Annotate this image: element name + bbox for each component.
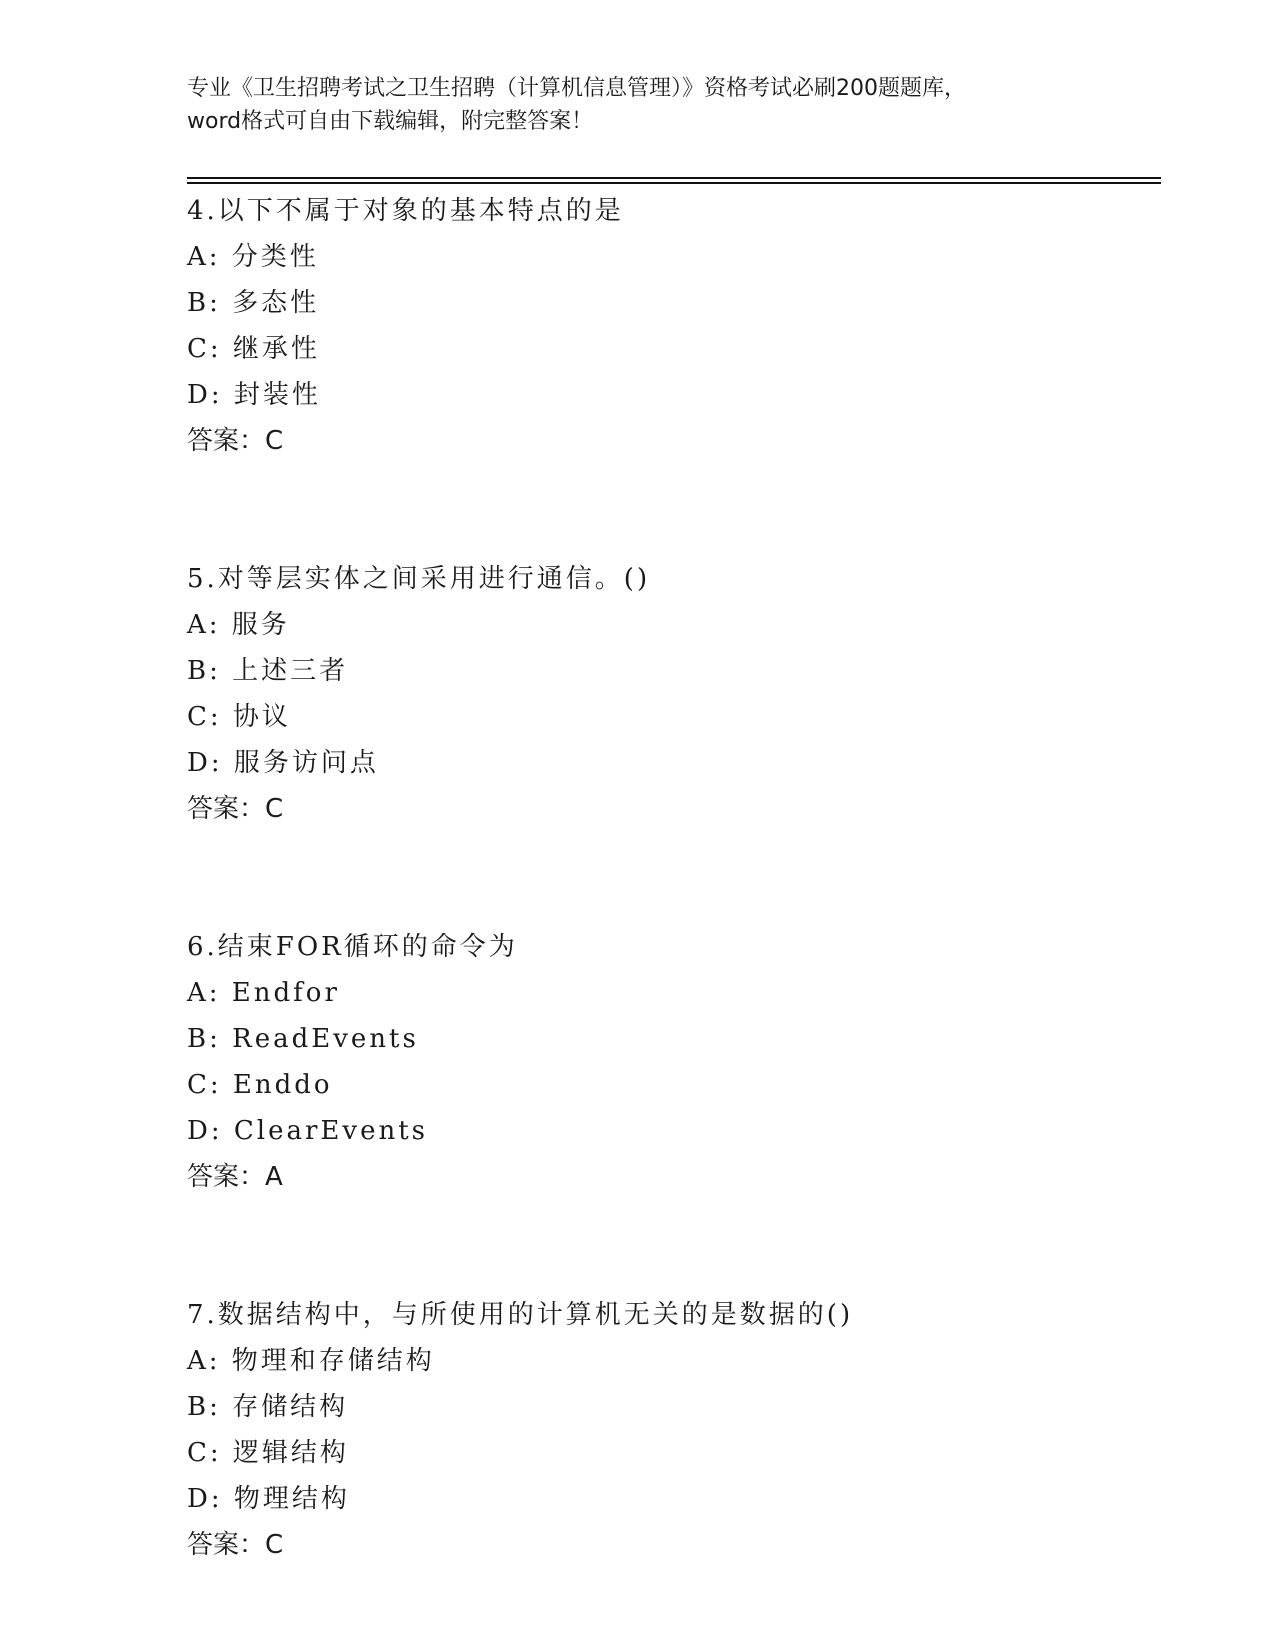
answer-line: 答案：A	[187, 1162, 283, 1192]
header-divider-bottom	[187, 182, 1161, 184]
option-d: D: 物理结构	[187, 1484, 350, 1514]
answer-line: 答案：C	[187, 426, 284, 456]
question-spacer	[187, 1200, 1137, 1292]
document-header	[187, 72, 1087, 138]
option-b: B: 上述三者	[187, 656, 349, 686]
answer-line: 答案：C	[187, 794, 284, 824]
option-b: B: ReadEvents	[187, 1024, 419, 1054]
option-c: C: 逻辑结构	[187, 1438, 349, 1468]
question-6	[187, 924, 1137, 1200]
option-d: D: 服务访问点	[187, 748, 379, 778]
option-a: A: 物理和存储结构	[187, 1346, 435, 1376]
header-line-2: word格式可自由下载编辑，附完整答案！	[187, 109, 594, 134]
option-b: B: 存储结构	[187, 1392, 349, 1422]
option-d: D: ClearEvents	[187, 1116, 428, 1146]
header-divider-top	[187, 177, 1161, 179]
question-7	[187, 1292, 1137, 1568]
answer-line: 答案：C	[187, 1530, 284, 1560]
option-a: A: 服务	[187, 610, 290, 640]
question-list	[187, 188, 1137, 1568]
option-a: A: 分类性	[187, 242, 319, 272]
question-stem: 6.结束FOR循环的命令为	[187, 932, 518, 962]
question-stem: 5.对等层实体之间采用进行通信。()	[187, 564, 651, 594]
option-b: B: 多态性	[187, 288, 320, 318]
option-c: C: 继承性	[187, 334, 320, 364]
option-c: C: Enddo	[187, 1070, 333, 1100]
question-stem: 7.数据结构中，与所使用的计算机无关的是数据的()	[187, 1300, 854, 1330]
option-d: D: 封装性	[187, 380, 321, 410]
question-5	[187, 556, 1137, 832]
header-line-1: 专业《卫生招聘考试之卫生招聘（计算机信息管理）》资格考试必刷200题题库，	[187, 76, 966, 101]
question-spacer	[187, 832, 1137, 924]
question-spacer	[187, 464, 1137, 556]
option-c: C: 协议	[187, 702, 291, 732]
option-a: A: Endfor	[187, 978, 340, 1008]
question-4	[187, 188, 1137, 464]
question-stem: 4.以下不属于对象的基本特点的是	[187, 196, 624, 226]
